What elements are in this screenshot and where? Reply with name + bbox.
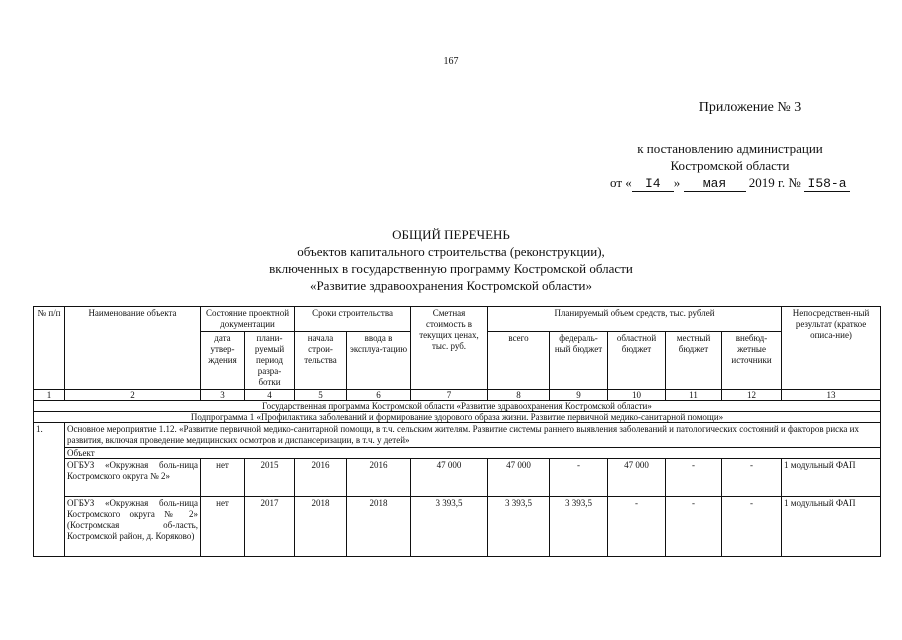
program-row [34,401,881,412]
header-funds-regional: областной бюджет [608,332,666,390]
regional-cell: 47 000 [608,459,666,497]
object-label: Объект [65,448,881,459]
index-cell: 5 [295,390,347,401]
index-cell: 10 [608,390,666,401]
heading-title: ОБЩИЙ ПЕРЕЧЕНЬ [392,227,510,242]
header-result: Непосредствен-ный результат (краткое описа-ние) [782,307,881,390]
index-cell: 4 [245,390,295,401]
index-cell: 1 [34,390,65,401]
activity-number: 1. [34,423,65,557]
page-number: 167 [443,56,459,67]
cost-cell: 3 393,5 [411,497,488,557]
index-cell: 9 [550,390,608,401]
column-index-row [34,390,881,401]
program-title: Государственная программа Костромской области «Развитие здравоохранения Костромской области» [34,401,881,412]
index-cell: 11 [666,390,722,401]
index-cell: 8 [488,390,550,401]
extra-cell: - [722,497,782,557]
header-funds-local: местный бюджет [666,332,722,390]
extra-cell: - [722,459,782,497]
appendix-title: Приложение № 3 [698,100,802,115]
table-row [34,497,881,557]
total-cell: 3 393,5 [488,497,550,557]
index-cell: 7 [411,390,488,401]
index-cell: 2 [65,390,201,401]
date-prefix: от « [610,175,632,190]
activity-title: Основное мероприятие 1.12. «Развитие первичной медико-санитарной помощи, в т.ч. сельским жителям. Развитие системы раннего выявления заболеваний и патологических состояний и факторов риска их развития, включая проведение медицинских осмотров и диспансеризации, в т.ч. у детей» [65,423,881,448]
subprogram-title: Подпрограмма 1 «Профилактика заболеваний и формирование здорового образа жизни. Развитие первичной медико-санитарной помощи» [34,412,881,423]
start-cell: 2016 [295,459,347,497]
date-day: I4 [632,177,674,192]
federal-cell: - [550,459,608,497]
docs-period-cell: 2015 [245,459,295,497]
header-name: Наименование объекта [65,307,201,390]
header-funds-total: всего [488,332,550,390]
total-cell: 47 000 [488,459,550,497]
local-cell: - [666,459,722,497]
header-terms: Сроки строительства [295,307,411,332]
end-cell: 2016 [347,459,411,497]
heading-line2: объектов капитального строительства (реконструкции), [297,244,605,259]
object-label-row [34,448,881,459]
header-funds-federal: федераль-ный бюджет [550,332,608,390]
heading-line3: включенных в государственную программу Костромской области [269,261,633,276]
federal-cell: 3 393,5 [550,497,608,557]
header-cost: Сметная стоимость в текущих ценах, тыс. руб. [411,307,488,390]
header-docs: Состояние проектной документации [201,307,295,332]
docs-date-cell: нет [201,459,245,497]
header-num: № п/п [34,307,65,390]
object-name: ОГБУЗ «Окружная боль-ница Костромского округа № 2» (Костромская об-ласть, Костромской район, д. Коряково) [65,497,201,557]
date-year: 2019 г. № [748,175,801,190]
table-row [34,459,881,497]
header-funds: Планируемый объем средств, тыс. рублей [488,307,782,332]
result-cell: 1 модульный ФАП [782,459,881,497]
header-terms-start: начала строи-тельства [295,332,347,390]
header-terms-end: ввода в эксплуа-тацию [347,332,411,390]
docs-date-cell: нет [201,497,245,557]
local-cell: - [666,497,722,557]
index-cell: 6 [347,390,411,401]
activity-row [34,423,881,448]
header-docs-date: дата утвер-ждения [201,332,245,390]
header-row-1 [34,307,881,332]
subprogram-row [34,412,881,423]
appendix-line2: Костромской области [670,158,790,173]
header-funds-extra: внебюд-жетные источники [722,332,782,390]
object-name: ОГБУЗ «Окружная боль-ница Костромского округа № 2» [65,459,201,497]
date-month: мая [684,177,746,192]
cost-cell: 47 000 [411,459,488,497]
appendix-date-line [610,174,850,192]
regional-cell: - [608,497,666,557]
index-cell: 3 [201,390,245,401]
index-cell: 13 [782,390,881,401]
header-docs-period: плани-руемый период разра-ботки [245,332,295,390]
result-cell: 1 модульный ФАП [782,497,881,557]
document-number: I58-а [804,177,850,192]
capital-construction-table [33,306,881,557]
index-cell: 12 [722,390,782,401]
appendix-line1: к постановлению администрации [637,141,823,156]
docs-period-cell: 2017 [245,497,295,557]
start-cell: 2018 [295,497,347,557]
date-mid: » [673,175,681,190]
heading-line4: «Развитие здравоохранения Костромской области» [309,278,593,293]
end-cell: 2018 [347,497,411,557]
